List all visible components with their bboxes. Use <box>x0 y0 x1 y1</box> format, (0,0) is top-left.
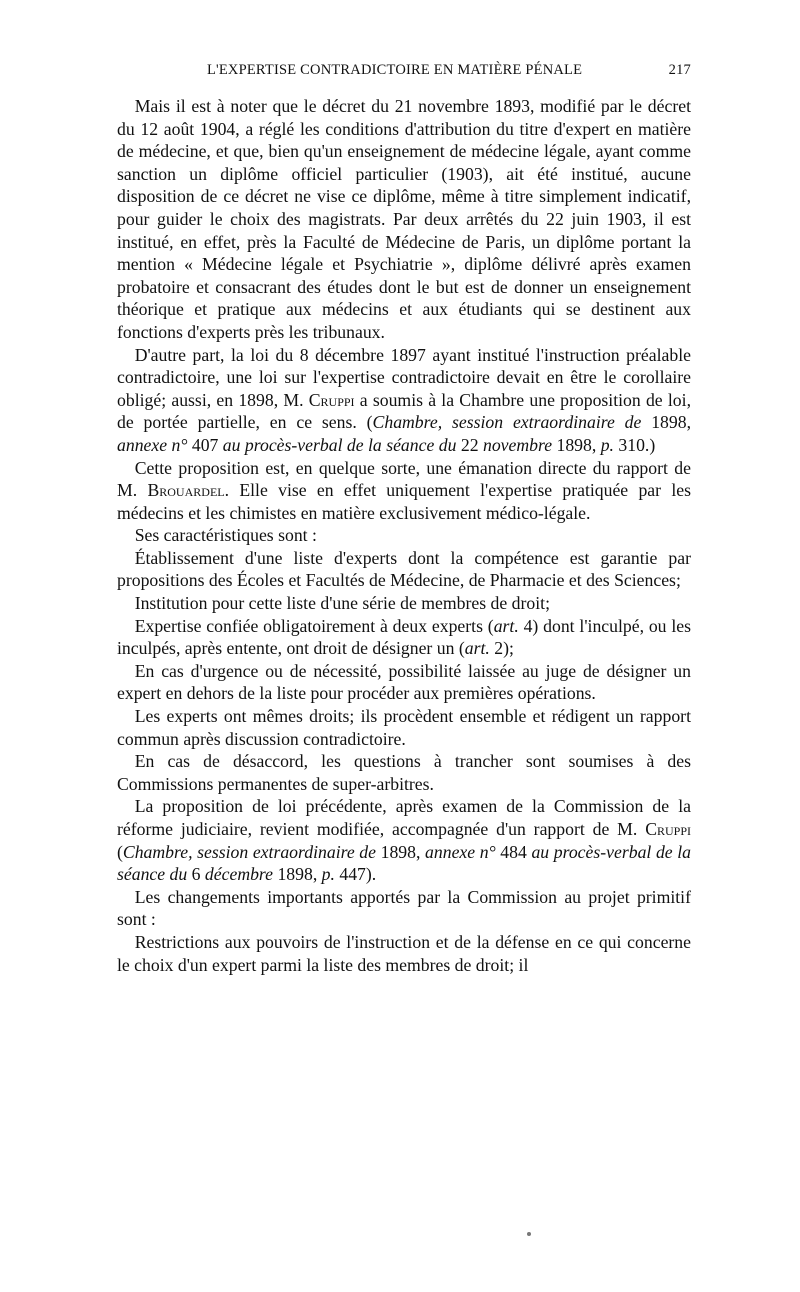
body-text <box>117 95 691 976</box>
author-name: Cruppi <box>645 819 691 839</box>
paragraph-11: La proposition de loi précédente, après examen de la Commission de la réforme judiciaire, revient modifiée, accompagnée d'un rapport de M. Cruppi (Chambre, session extraordinaire de 1898, annexe n° 484 au procès-verbal de la séance du 6 décembre 1898, p. 447). <box>117 796 692 885</box>
author-name: Cruppi <box>308 389 355 410</box>
paragraph-6: Institution pour cette liste d'une série de membres de droit; <box>134 593 550 614</box>
paragraph-7: Expertise confiée obligatoirement à deux experts (art. 4) dont l'inculpé, ou les inculpés, après entente, ont droit de désigner un (art. 2); <box>117 615 691 659</box>
paragraph-2: D'autre part, la loi du 8 décembre 1897 ayant institué l'instruction préalable contradictoire, une loi sur l'expertise contradictoire devait en être le corollaire obligé; aussi, en 1898, M. Cruppi a soumis à la Chambre une proposition de loi, de portée partielle, en ce sens. (Chambre, session extraordinaire de 1898, annexe n° 407 au procès-verbal de la séance du 22 novembre 1898, p. 310.) <box>117 344 692 455</box>
running-title: L'EXPERTISE CONTRADICTOIRE EN MATIÈRE PÉNALE <box>207 62 583 78</box>
paragraph-4: Ses caractéristiques sont : <box>134 525 317 546</box>
page-number: 217 <box>668 62 691 78</box>
paragraph-9: Les experts ont mêmes droits; ils procèdent ensemble et rédigent un rapport commun après discussion contradictoire. <box>117 706 691 749</box>
paragraph-13: Restrictions aux pouvoirs de l'instruction et de la défense en ce qui concerne le choix d'un expert parmi la liste des membres de droit; il <box>117 931 691 975</box>
paragraph-12: Les changements importants apportés par la Commission au projet primitif sont : <box>117 886 691 930</box>
author-name: Brouardel <box>147 480 225 501</box>
paragraph-10: En cas de désaccord, les questions à trancher sont soumises à des Commissions permanentes de super-arbitres. <box>117 751 691 794</box>
running-header <box>117 62 691 84</box>
paragraph-8: En cas d'urgence ou de nécessité, possibilité laissée au juge de désigner un expert en dehors de la liste pour procéder aux premières opérations. <box>117 660 691 704</box>
print-speck <box>527 1232 531 1236</box>
paragraph-1: Mais il est à noter que le décret du 21 novembre 1893, modifié par le décret du 12 août 1904, a réglé les conditions d'attribution du titre d'expert en matière de médecine, et que, bien qu'un enseignement de médecine légale, ayant comme sanction un diplôme officiel particulier (1903), ait été institué, aucune disposition de ce décret ne vise ce diplôme, même à titre simplement indicatif, pour guider le choix des magistrats. Par deux arrêtés du 22 juin 1903, il est institué, en effet, près la Faculté de Médecine de Paris, un diplôme portant la mention « Médecine légale et Psychiatrie », diplôme délivré après examen probatoire et consacrant des études dont le but est de donner un enseignement théorique et pratique aux médecins et aux étudiants qui se destinent aux fonctions d'experts près les tribunaux. <box>117 96 691 342</box>
paragraph-3: Cette proposition est, en quelque sorte, une émanation directe du rapport de M. Brouardel. Elle vise en effet uniquement l'expertise pratiquée par les médecins et les chimistes en matière exclusivement médico-légale. <box>117 457 691 523</box>
paragraph-5: Établissement d'une liste d'experts dont la compétence est garantie par propositions des Écoles et Facultés de Médecine, de Pharmacie et des Sciences; <box>117 547 691 591</box>
